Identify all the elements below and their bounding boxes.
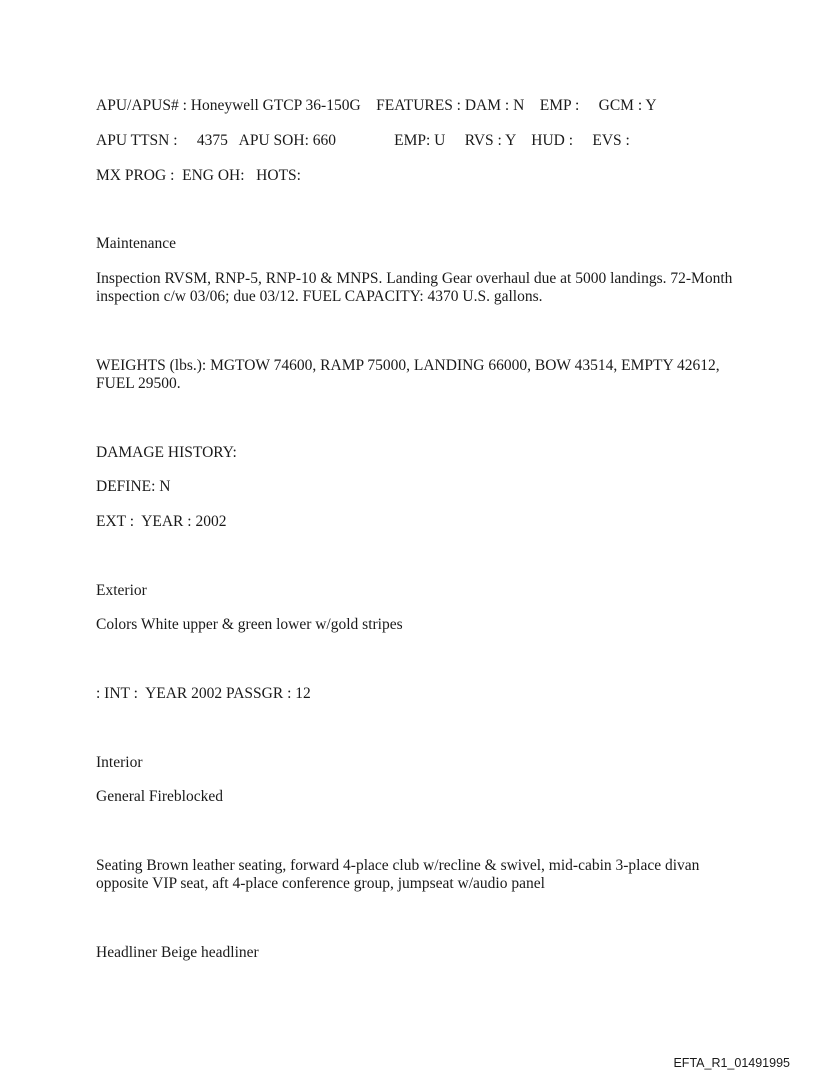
mx-prog-line: MX PROG : ENG OH: HOTS: bbox=[96, 167, 301, 184]
maintenance-heading: Maintenance bbox=[96, 235, 177, 252]
damage-history-heading: DAMAGE HISTORY: bbox=[96, 444, 237, 461]
apu-features-line: APU/APUS# : Honeywell GTCP 36-150G FEATURES : DAM : N EMP : GCM : Y bbox=[96, 97, 657, 114]
interior-seating: Seating Brown leather seating, forward 4-place club w/recline & swivel, mid-cabin 3-place divan opposite VIP seat, aft 4-place conference group, jumpseat w/audio panel bbox=[96, 857, 700, 892]
define-line: DEFINE: N bbox=[96, 478, 171, 495]
int-year-passenger-line: : INT : YEAR 2002 PASSGR : 12 bbox=[96, 685, 311, 702]
exterior-colors: Colors White upper & green lower w/gold stripes bbox=[96, 616, 403, 633]
interior-heading: Interior bbox=[96, 754, 143, 771]
exterior-heading: Exterior bbox=[96, 582, 147, 599]
interior-headliner: Headliner Beige headliner bbox=[96, 944, 259, 961]
weights-paragraph: WEIGHTS (lbs.): MGTOW 74600, RAMP 75000, LANDING 66000, BOW 43514, EMPTY 42612, FUEL 29500. bbox=[96, 357, 720, 392]
inspection-paragraph: Inspection RVSM, RNP-5, RNP-10 & MNPS. Landing Gear overhaul due at 5000 landings. 72-Month inspection c/w 03/06; due 03/12. FUEL CAPACITY: 4370 U.S. gallons. bbox=[96, 270, 733, 305]
ext-year-line: EXT : YEAR : 2002 bbox=[96, 513, 227, 530]
document-id-footer: EFTA_R1_01491995 bbox=[673, 1056, 790, 1070]
apu-ttsn-line: APU TTSN : 4375 APU SOH: 660 EMP: U RVS : Y HUD : EVS : bbox=[96, 132, 630, 149]
interior-general: General Fireblocked bbox=[96, 788, 223, 805]
